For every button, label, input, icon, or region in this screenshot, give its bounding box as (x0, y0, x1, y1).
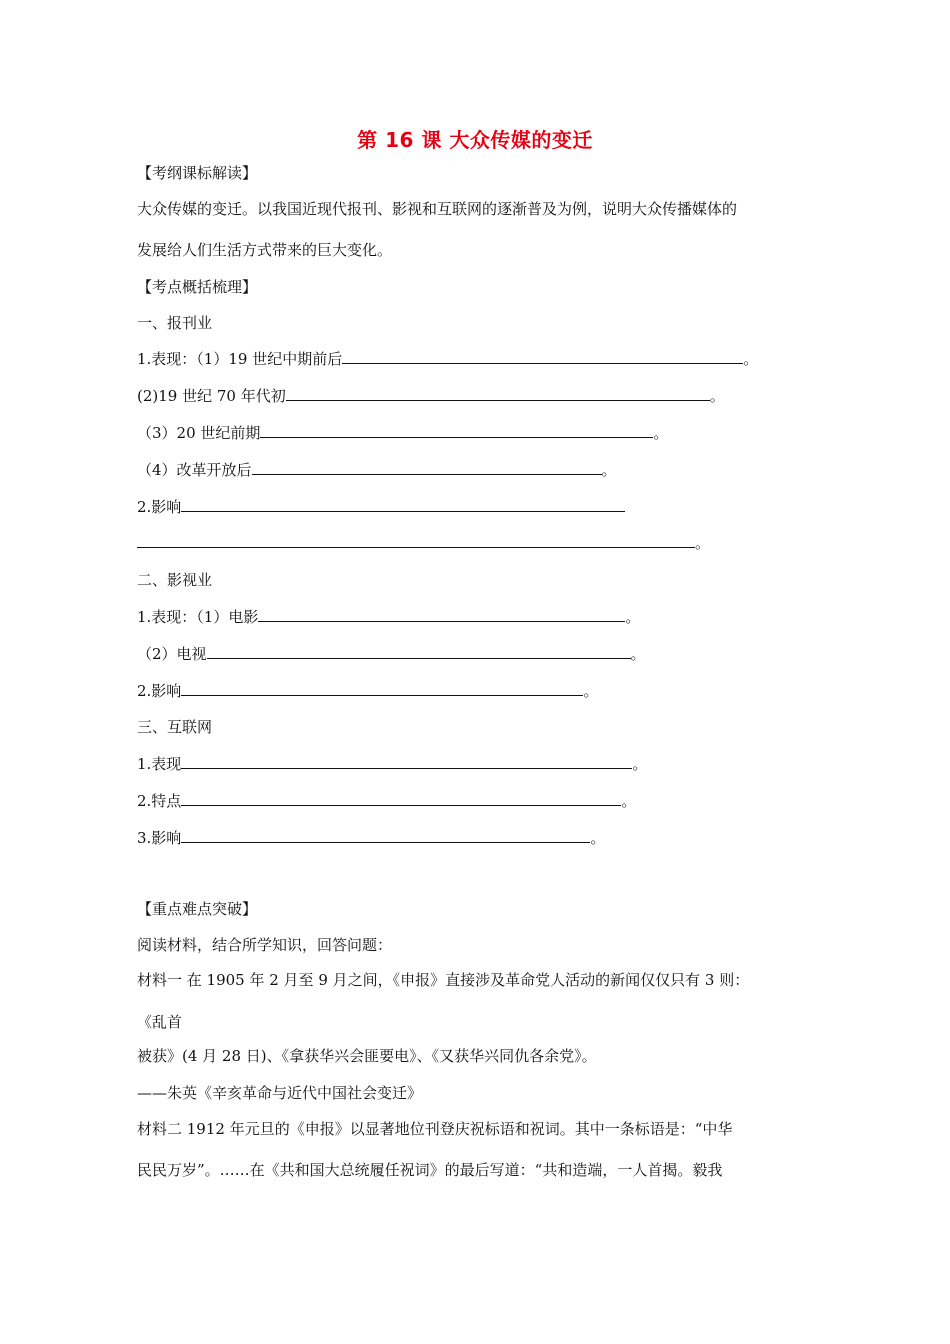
p3-line-1 (137, 753, 647, 774)
period: 。 (583, 682, 599, 700)
p3-line-3-label: 3.影响 (137, 829, 182, 847)
material-2-line-1: 材料二 1912 年元旦的《申报》以显著地位刊登庆祝标语和祝词。其中一条标语是：“中华 (137, 1120, 733, 1138)
period: 。 (743, 350, 759, 368)
part1-heading: 一、报刊业 (137, 314, 213, 332)
period: 。 (621, 792, 637, 810)
answer-blank[interactable] (181, 790, 621, 806)
period: 。 (625, 608, 641, 626)
p1-line-1-label: 1.表现：（1）19 世纪中期前后 (137, 350, 343, 368)
period: 。 (709, 387, 725, 405)
answer-blank[interactable] (181, 753, 632, 769)
p1-line-4-label: （4）改革开放后 (137, 461, 252, 479)
answer-blank[interactable] (181, 496, 625, 512)
material-1-line-3: 被获》(4 月 28 日)、《拿获华兴会匪要电》、《又获华兴同仇各余党》。 (137, 1047, 597, 1065)
period: 。 (590, 829, 606, 847)
p1-line-5 (137, 496, 625, 517)
p1-line-4 (137, 459, 617, 480)
p2-line-3 (137, 680, 598, 701)
p1-line-2 (137, 385, 725, 406)
answer-blank[interactable] (342, 348, 743, 364)
p2-line-1 (137, 606, 640, 627)
period: 。 (630, 645, 646, 663)
p1-line-6 (137, 532, 710, 553)
p3-line-2-label: 2.特点 (137, 792, 182, 810)
p2-line-1-label: 1.表现：（1）电影 (137, 608, 259, 626)
answer-blank[interactable] (181, 680, 583, 696)
answer-blank[interactable] (252, 459, 602, 475)
answer-blank[interactable] (258, 606, 625, 622)
p1-line-1 (137, 348, 758, 369)
p2-line-2 (137, 643, 646, 664)
material-1-line-1: 材料一 在 1905 年 2 月至 9 月之间，《申报》直接涉及革命党人活动的新闻仅仅只有 3 则： (137, 971, 750, 989)
p1-line-3 (137, 422, 668, 443)
answer-blank[interactable] (286, 385, 710, 401)
period: 。 (653, 424, 669, 442)
p1-line-5-label: 2.影响 (137, 498, 182, 516)
answer-blank[interactable] (260, 422, 653, 438)
p1-line-2-label: (2)19 世纪 70 年代初 (137, 387, 286, 405)
answer-blank[interactable] (207, 643, 631, 659)
kaogang-text-2: 发展给人们生活方式带来的巨大变化。 (137, 241, 393, 259)
period: 。 (632, 755, 648, 773)
answer-blank[interactable] (137, 532, 695, 548)
period: 。 (695, 534, 711, 552)
kaogang-text-1: 大众传媒的变迁。以我国近现代报刊、影视和互联网的逐渐普及为例，说明大众传播媒体的 (137, 200, 738, 218)
period: 。 (601, 461, 617, 479)
answer-blank[interactable] (181, 827, 590, 843)
p2-line-2-label: （2）电视 (137, 645, 207, 663)
kaodian-heading: 【考点概括梳理】 (137, 278, 258, 296)
material-1-source: ——朱英《辛亥革命与近代中国社会变迁》 (137, 1084, 423, 1102)
kaogang-heading: 【考纲课标解读】 (137, 164, 258, 182)
p1-line-3-label: （3）20 世纪前期 (137, 424, 261, 442)
zhongdian-heading: 【重点难点突破】 (137, 900, 258, 918)
p3-line-1-label: 1.表现 (137, 755, 182, 773)
p3-line-3 (137, 827, 605, 848)
p2-line-3-label: 2.影响 (137, 682, 182, 700)
part3-heading: 三、互联网 (137, 718, 213, 736)
page-title: 第 16 课 大众传媒的变迁 (357, 128, 593, 152)
instruction: 阅读材料，结合所学知识，回答问题： (137, 936, 393, 954)
material-2-line-2: 民民万岁”。……在《共和国大总统履任祝词》的最后写道：“共和造端，一人首揭。毅我 (137, 1161, 723, 1179)
p3-line-2 (137, 790, 636, 811)
material-1-line-2: 《乱首 (137, 1013, 183, 1031)
part2-heading: 二、影视业 (137, 571, 213, 589)
